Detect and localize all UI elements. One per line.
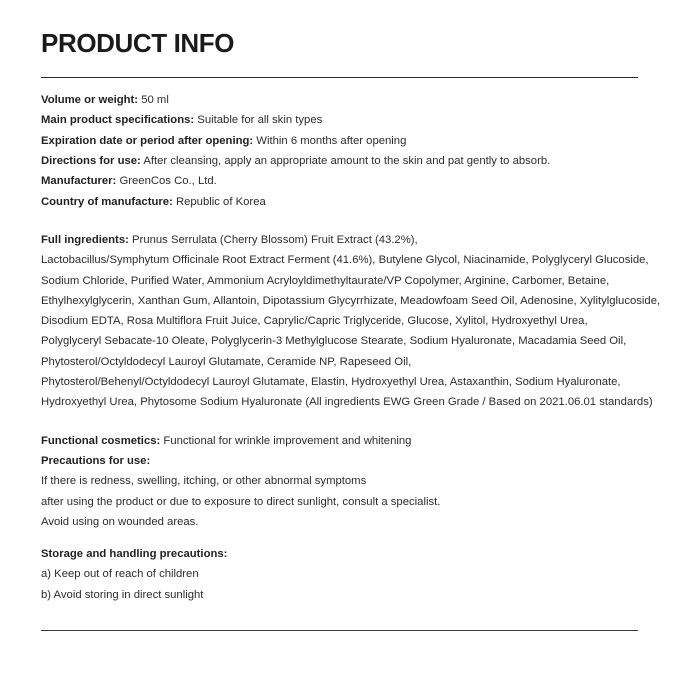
storage-line: b) Avoid storing in direct sunlight (41, 588, 204, 601)
functional-cosmetics-row (41, 431, 638, 451)
storage-line: a) Keep out of reach of children (41, 568, 199, 581)
functional-label: Functional cosmetics: (41, 434, 161, 447)
spec-label: Directions for use: (41, 155, 141, 168)
spec-row (41, 131, 638, 151)
spec-label: Volume or weight: (41, 94, 139, 107)
title-divider (41, 77, 638, 78)
ingredients-line: Lactobacillus/Symphytum Officinale Root Extract Ferment (41.6%), Butylene Glycol, Niacinamide, Polyglyceryl Glucoside, (41, 254, 649, 267)
ingredients-first-line (41, 230, 638, 250)
spec-value: Suitable for all skin types (197, 114, 323, 127)
ingredients-label: Full ingredients: (41, 233, 129, 246)
spec-label: Manufacturer: (41, 175, 117, 188)
spec-row (41, 151, 638, 171)
precautions-heading: Precautions for use: (41, 454, 151, 467)
ingredients-line: Ethylhexylglycerin, Xanthan Gum, Allantoin, Dipotassium Glycyrrhizate, Meadowfoam Seed Oil, Adenosine, Xylitylglucoside, (41, 294, 661, 307)
spec-value: Republic of Korea (175, 195, 266, 208)
ingredients-line: Disodium EDTA, Rosa Multiflora Fruit Juice, Caprylic/Capric Triglyceride, Glucose, Xylitol, Hydroxyethyl Urea, (41, 315, 588, 328)
ingredients-line: Polyglyceryl Sebacate-10 Oleate, Polyglycerin-3 Methylglucose Stearate, Sodium Hyaluronate, Macadamia Seed Oil, (41, 335, 627, 348)
ingredients-line: Phytosterol/Octyldodecyl Lauroyl Glutamate, Ceramide NP, Rapeseed Oil, (41, 355, 412, 368)
ingredients-line: Sodium Chloride, Purified Water, Ammonium Acryloyldimethyltaurate/VP Copolymer, Arginine, Carbomer, Betaine, (41, 274, 610, 287)
storage-heading: Storage and handling precautions: (41, 548, 228, 561)
spec-row (41, 90, 638, 110)
ingredients-block (41, 230, 661, 413)
ingredients-first-value: Prunus Serrulata (Cherry Blossom) Fruit Extract (43.2%), (132, 233, 418, 246)
spec-label: Main product specifications: (41, 114, 195, 127)
footer-divider (41, 630, 638, 631)
specifications-list (41, 90, 638, 212)
spec-row (41, 171, 638, 191)
functional-value: Functional for wrinkle improvement and whitening (163, 434, 412, 447)
precautions-line: after using the product or due to exposure to direct sunlight, consult a specialist. (41, 495, 441, 508)
spec-label: Expiration date or period after opening: (41, 134, 254, 147)
spacer (41, 413, 638, 431)
precautions-line: Avoid using on wounded areas. (41, 515, 199, 528)
spec-row (41, 192, 638, 212)
precautions-line: If there is redness, swelling, itching, or other abnormal symptoms (41, 475, 367, 488)
spacer (41, 212, 638, 230)
spec-label: Country of manufacture: (41, 195, 173, 208)
spec-value: 50 ml (141, 94, 169, 107)
ingredients-line: Phytosterol/Behenyl/Octyldodecyl Lauroyl Glutamate, Elastin, Hydroxyethyl Urea, Astaxanthin, Sodium Hyaluronate, (41, 376, 621, 389)
spec-value: GreenCos Co., Ltd. (119, 175, 217, 188)
ingredients-line: Hydroxyethyl Urea, Phytosome Sodium Hyaluronate (All ingredients EWG Green Grade / Based on 2021.06.01 standards) (41, 396, 653, 409)
spacer (41, 532, 638, 544)
spec-value: Within 6 months after opening (256, 134, 407, 147)
page-title: PRODUCT INFO (41, 28, 235, 58)
spec-value: After cleansing, apply an appropriate amount to the skin and pat gently to absorb. (143, 155, 551, 168)
spec-row (41, 110, 638, 130)
